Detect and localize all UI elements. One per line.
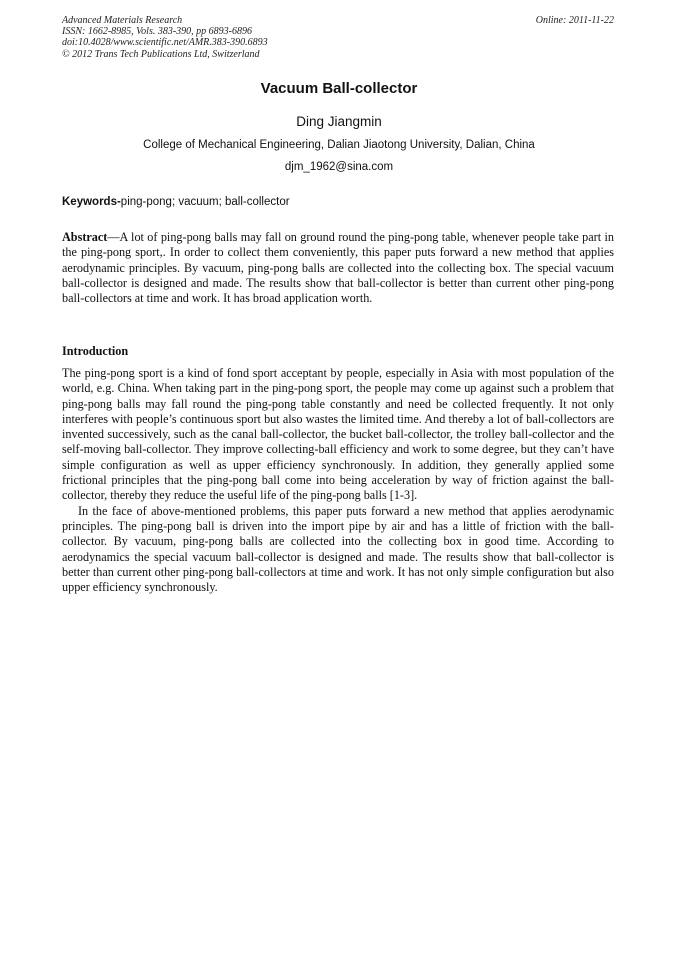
doi-line: doi:10.4028/www.scientific.net/AMR.383-390.6893 xyxy=(62,37,268,49)
journal-meta xyxy=(62,15,268,60)
abstract-label: Abstract xyxy=(62,230,108,244)
online-date: Online: 2011-11-22 xyxy=(535,15,614,26)
paper-title: Vacuum Ball-collector xyxy=(260,80,418,97)
abstract-text: —A lot of ping-pong balls may fall on ground round the ping-pong table, whenever people take part in the ping-pong sport,. In order to collect them conveniently, this paper puts forward a new method that applies aerodynamic principles. By vacuum, ping-pong balls are collected into the collecting box. The special vacuum ball-collector is designed and made. The results show that ball-collector is better than current other ping-pong ball-collectors at time and work. It has broad application worth. xyxy=(62,230,614,306)
abstract xyxy=(62,230,614,306)
issn-line: ISSN: 1662-8985, Vols. 383-390, pp 6893-6896 xyxy=(62,26,252,38)
intro-paragraph-2: In the face of above-mentioned problems, this paper puts forward a new method that applies aerodynamic principles. The ping-pong ball is driven into the import pipe by air and has a little of friction with the ball-collector. By vacuum, ping-pong balls are collected into the collecting box in good time. According to aerodynamics the special vacuum ball-collector is designed and made. The results show that ball-collector is better than current other ping-pong ball-collectors at time and work. It has not only simple configuration but also upper efficiency synchronously. xyxy=(62,503,614,595)
keywords-text: ping-pong; vacuum; ball-collector xyxy=(120,196,290,208)
author-email: djm_1962@sina.com xyxy=(284,161,394,173)
journal-name: Advanced Materials Research xyxy=(62,15,183,26)
introduction-body xyxy=(62,366,614,595)
copyright-line: © 2012 Trans Tech Publications Ltd, Switzerland xyxy=(62,48,260,60)
keywords-label: Keywords- xyxy=(62,196,121,208)
author-affiliation: College of Mechanical Engineering, Dalian Jiaotong University, Dalian, China xyxy=(143,139,535,151)
intro-paragraph-1: The ping-pong sport is a kind of fond sport acceptant by people, especially in Asia with most population of the world, e.g. China. When taking part in the ping-pong sport, the people may come up against such a problem that ping-pong balls may fall round the ping-pong table constantly and need be collected frequently. It not only interferes with people’s continuous sport but also wastes the limited time. And thereby a lot of ball-collectors are invented successively, such as the canal ball-collector, the bucket ball-collector, the trolley ball-collector and the self-moving ball-collector. They improve collecting-ball efficiency and work to some degree, but they can’t have simple configuration as well as upper efficiency synchronously. In addition, they generally applied some frictional principles that the ping-pong ball come into being acceleration by way of friction against the ball-collector, thereby they reduce the useful life of the ping-pong balls [1-3]. xyxy=(62,366,614,503)
section-heading-introduction: Introduction xyxy=(62,344,129,358)
keywords xyxy=(62,195,614,209)
author-name: Ding Jiangmin xyxy=(296,114,382,129)
